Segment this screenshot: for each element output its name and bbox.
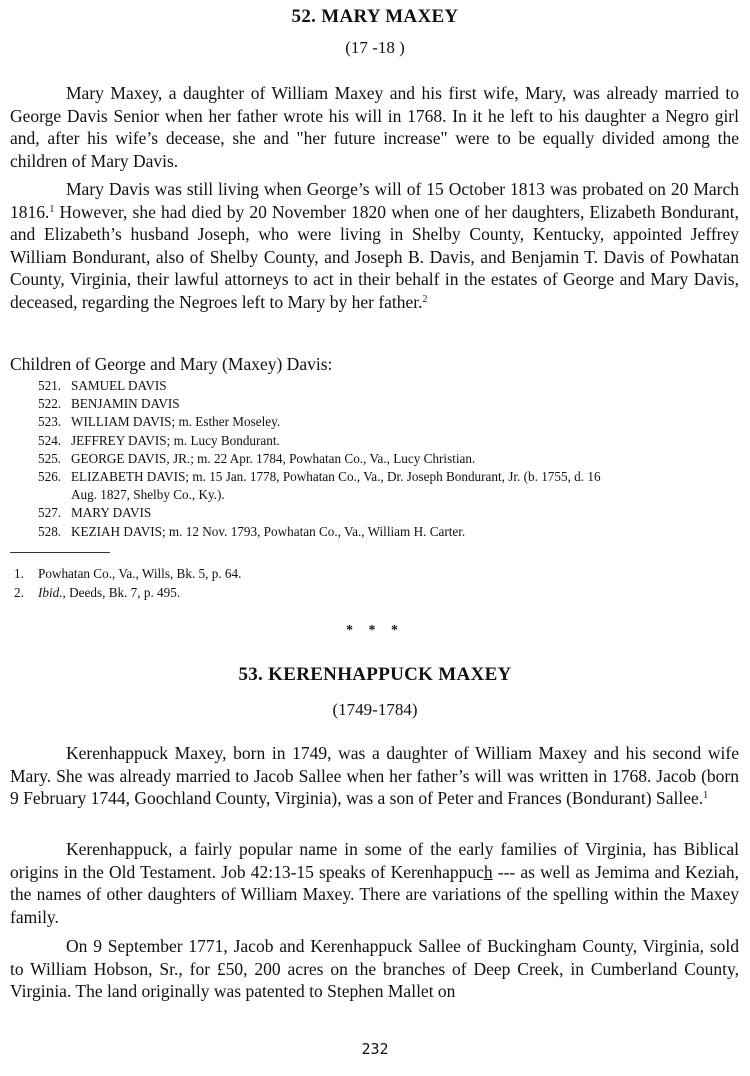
child-text: GEORGE DAVIS, JR.; m. 22 Apr. 1784, Powhatan Co., Va., Lucy Christian.: [71, 450, 476, 466]
child-number: 522.: [38, 396, 62, 412]
child-text: WILLIAM DAVIS; m. Esther Moseley.: [71, 414, 281, 430]
paragraph-text: Mary Davis was still living when George’s will of 15 October 1813 was probated on 20 March 1816.: [10, 179, 739, 222]
footnote-1: [14, 566, 714, 582]
footnote-text: , Deeds, Bk. 7, p. 495.: [62, 585, 181, 600]
section-53-paragraph-2: [10, 838, 739, 928]
children-heading: Children of George and Mary (Maxey) Davis:: [10, 354, 333, 374]
child-number: 521.: [38, 378, 62, 393]
paragraph-text: On 9 September 1771, Jacob and Kerenhappuck Sallee of Buckingham County, Virginia, sold to William Hobson, Sr., for £50, 200 acres on the branches of Deep Creek, in Cumberland County, Virginia. The land originally was patented to Stephen Mallet on: [10, 936, 739, 1002]
list-item: [38, 432, 743, 450]
footnote-text: Powhatan Co., Va., Wills, Bk. 5, p. 64.: [38, 566, 242, 581]
child-text: BENJAMIN DAVIS: [71, 396, 180, 412]
underlined-letter: h: [483, 861, 493, 882]
list-item: [38, 523, 743, 541]
child-text-continued: Aug. 1827, Shelby Co., Ky.).: [71, 487, 225, 503]
child-number: 526.: [38, 469, 62, 485]
paragraph-text: However, she had died by 20 November 1820 when one of her daughters, Elizabeth Bondurant, and Elizabeth’s husband Joseph, who were living in Shelby County, Kentucky, appointed Jeffrey William Bondurant, also of Shelby County, and Joseph B. Davis, and Benjamin T. Davis of Powhatan County, Virginia, their lawful attorneys to act in their behalf in the estates of George and Mary Davis, deceased, regarding the Negroes left to Mary by her father.: [10, 201, 739, 312]
paragraph-text: Kerenhappuck Maxey, born in 1749, was a daughter of William Maxey and his second wife Mary. She was already married to Jacob Sallee when her father’s will was written in 1768. Jacob (born 9 February 1744, Goochland County, Virginia), was a son of Peter and Frances (Bondurant) Sallee.: [10, 743, 739, 809]
list-item: [38, 468, 743, 504]
child-number: 528.: [38, 523, 62, 539]
footnote-2: [14, 585, 714, 601]
section-53-paragraph-3: [10, 935, 739, 1003]
child-text: SAMUEL DAVIS: [71, 378, 167, 393]
footnote-ref: 1: [49, 203, 55, 215]
footnote-number: 1.: [14, 566, 24, 581]
footnote-divider: [10, 552, 110, 553]
section-53-dates: (1749-1784): [332, 700, 418, 719]
list-item: [38, 450, 743, 468]
child-number: 527.: [38, 505, 62, 521]
section-52-heading: 52. MARY MAXEY: [291, 6, 459, 27]
child-text: KEZIAH DAVIS; m. 12 Nov. 1793, Powhatan Co., Va., William H. Carter.: [71, 523, 466, 539]
section-separator: * * *: [346, 623, 404, 638]
section-52-dates: (17 -18 ): [345, 38, 405, 57]
child-number: 524.: [38, 432, 62, 448]
paragraph-text: --- as well as Jemima and Keziah, the names of other daughters of William Maxey. There are variations of the spelling within the Maxey family.: [10, 861, 739, 927]
section-52-paragraph-2: [10, 178, 739, 314]
list-item: [38, 504, 743, 522]
section-53-heading: 53. KERENHAPPUCK MAXEY: [238, 664, 512, 685]
footnote-ibid: Ibid.: [38, 585, 63, 600]
children-list: [38, 377, 743, 541]
child-number: 523.: [38, 414, 62, 430]
list-item: [38, 377, 743, 395]
paragraph-text: Kerenhappuck, a fairly popular name in some of the early families of Virginia, has Biblical origins in the Old Testament. Job 42:13-15 speaks of Kerenhappuc: [10, 839, 739, 882]
section-53-paragraph-1: [10, 742, 739, 810]
section-52-paragraph-1: [10, 82, 739, 172]
list-item: [38, 413, 743, 431]
list-item: [38, 395, 743, 413]
footnote-ref: 2: [422, 293, 428, 305]
child-text: ELIZABETH DAVIS; m. 15 Jan. 1778, Powhatan Co., Va., Dr. Joseph Bondurant, Jr. (b. 1755, d. 16: [71, 469, 601, 485]
child-text: MARY DAVIS: [71, 505, 152, 521]
footnote-number: 2.: [14, 585, 24, 600]
footnote-ref: 1: [703, 790, 709, 802]
paragraph-text: Mary Maxey, a daughter of William Maxey and his first wife, Mary, was already married to George Davis Senior when her father wrote his will in 1768. In it he left to his daughter a Negro girl and, after his wife’s decease, she and "her future increase" were to be equally divided among the children of Mary Davis.: [10, 83, 739, 171]
child-text: JEFFREY DAVIS; m. Lucy Bondurant.: [71, 432, 280, 448]
page-number: 232: [361, 1040, 389, 1058]
child-number: 525.: [38, 450, 62, 466]
